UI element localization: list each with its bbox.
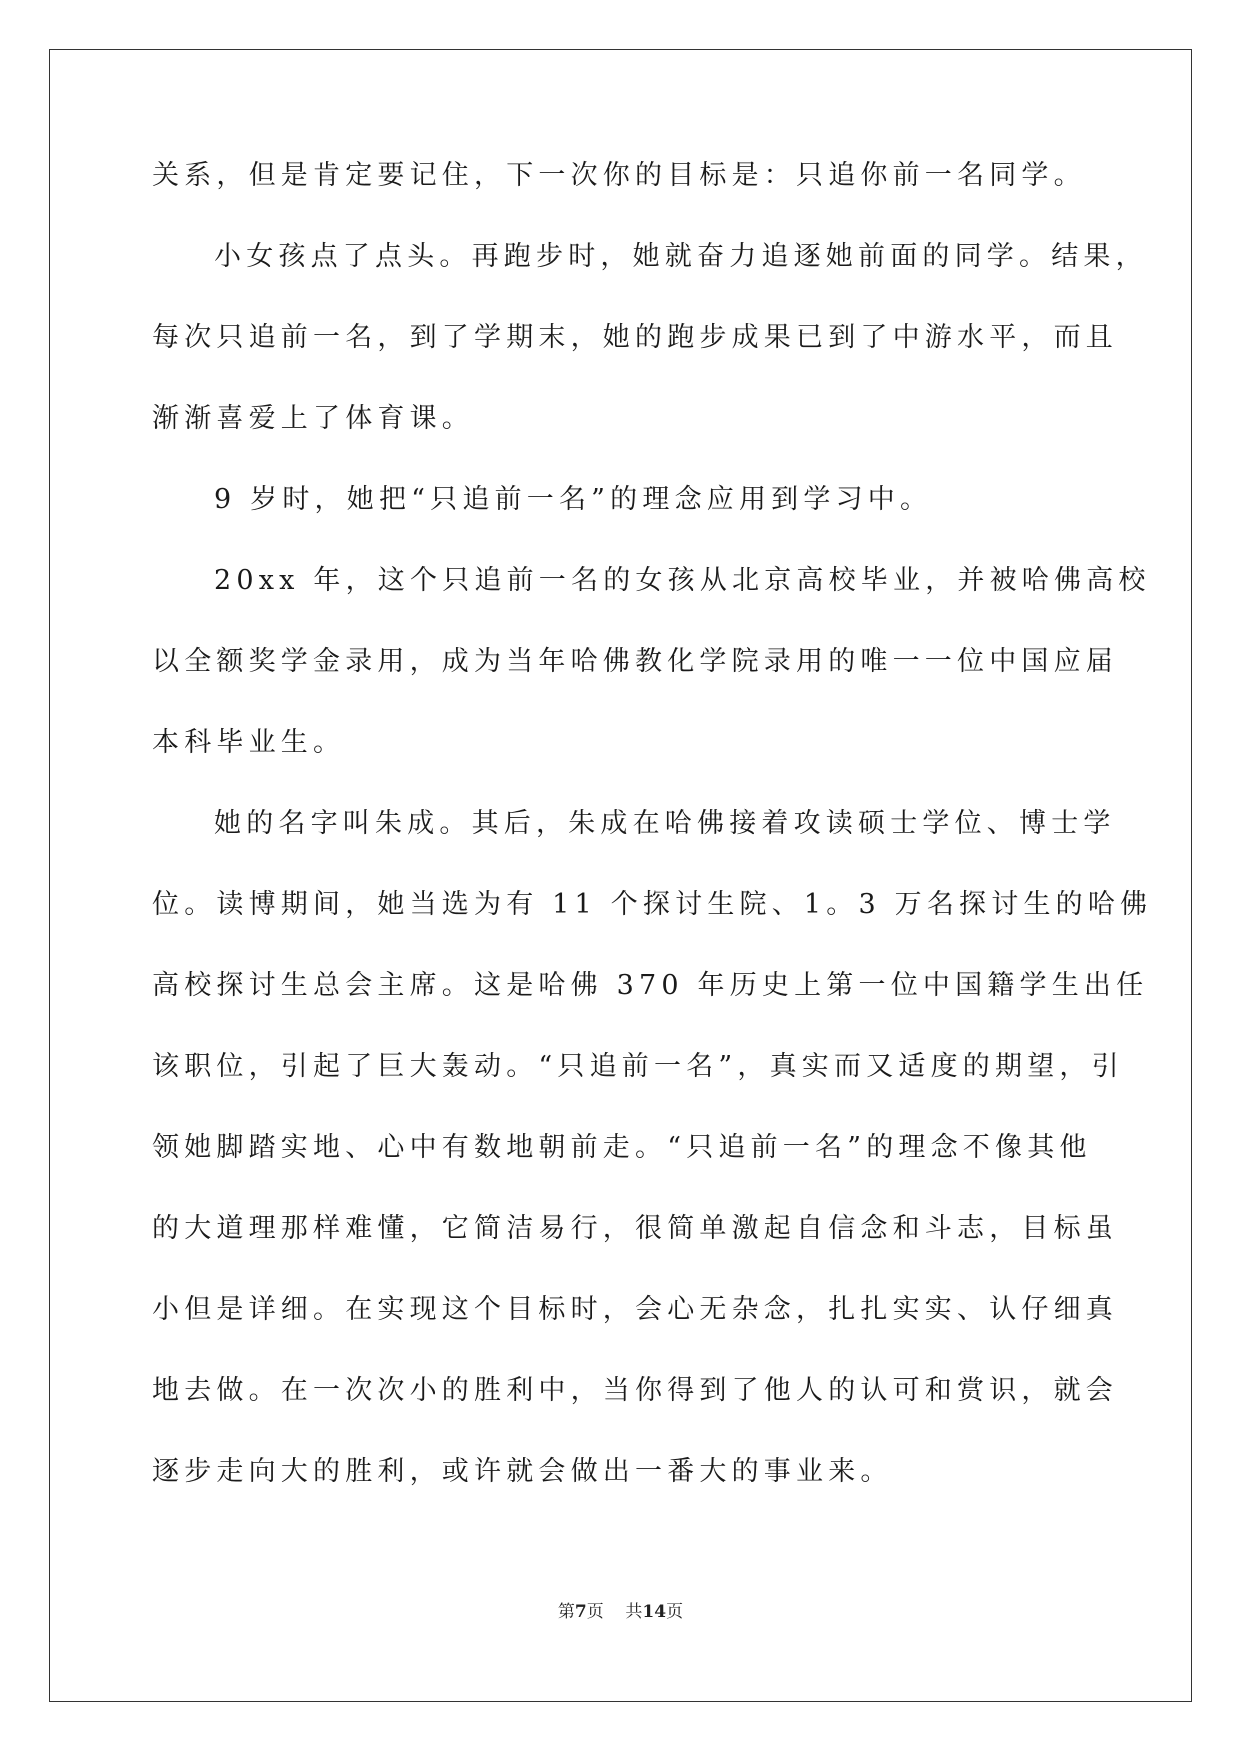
text-line: 关系，但是肯定要记住，下一次你的目标是：只追你前一名同学。 — [152, 160, 1086, 191]
text-line: 20xx 年，这个只追前一名的女孩从北京高校毕业，并被哈佛高校 — [214, 565, 1151, 596]
total-pages: 14 — [642, 1602, 667, 1622]
page-number: 7 — [574, 1602, 587, 1622]
page-footer — [0, 1597, 1241, 1622]
text-line: 本科毕业生。 — [152, 727, 346, 758]
text-line: 的大道理那样难懂，它简洁易行，很简单激起自信念和斗志，目标虽 — [152, 1213, 1118, 1244]
document-body — [152, 156, 1153, 1533]
text-line: 位。读博期间，她当选为有 11 个探讨生院、1。3 万名探讨生的哈佛 — [152, 889, 1153, 920]
text-line: 高校探讨生总会主席。这是哈佛 370 年历史上第一位中国籍学生出任 — [152, 970, 1149, 1001]
text-line: 以全额奖学金录用，成为当年哈佛教化学院录用的唯一一位中国应届 — [152, 646, 1118, 677]
text-line: 该职位，引起了巨大轰动。“只追前一名”，真实而又适度的期望，引 — [152, 1051, 1124, 1082]
text-line: 领她脚踏实地、心中有数地朝前走。“只追前一名”的理念不像其他 — [152, 1132, 1092, 1163]
text-line: 逐步走向大的胜利，或许就会做出一番大的事业来。 — [152, 1456, 893, 1487]
text-line: 渐渐喜爱上了体育课。 — [152, 403, 474, 434]
text-line: 9 岁时，她把“只追前一名”的理念应用到学习中。 — [214, 484, 933, 515]
text-line: 每次只追前一名，到了学期末，她的跑步成果已到了中游水平，而且 — [152, 322, 1118, 353]
text-line: 地去做。在一次次小的胜利中，当你得到了他人的认可和赏识，就会 — [152, 1375, 1118, 1406]
footer-total-label: 页 — [666, 1602, 684, 1622]
footer-total-prefix: 共 — [625, 1602, 643, 1622]
text-line: 她的名字叫朱成。其后，朱成在哈佛接着攻读硕士学位、博士学 — [214, 808, 1116, 839]
text-line: 小女孩点了点头。再跑步时，她就奋力追逐她前面的同学。结果， — [214, 241, 1148, 272]
footer-prefix: 第 — [557, 1602, 575, 1622]
footer-page-label: 页 — [586, 1602, 604, 1622]
text-line: 小但是详细。在实现这个目标时，会心无杂念，扎扎实实、认仔细真 — [152, 1294, 1118, 1325]
